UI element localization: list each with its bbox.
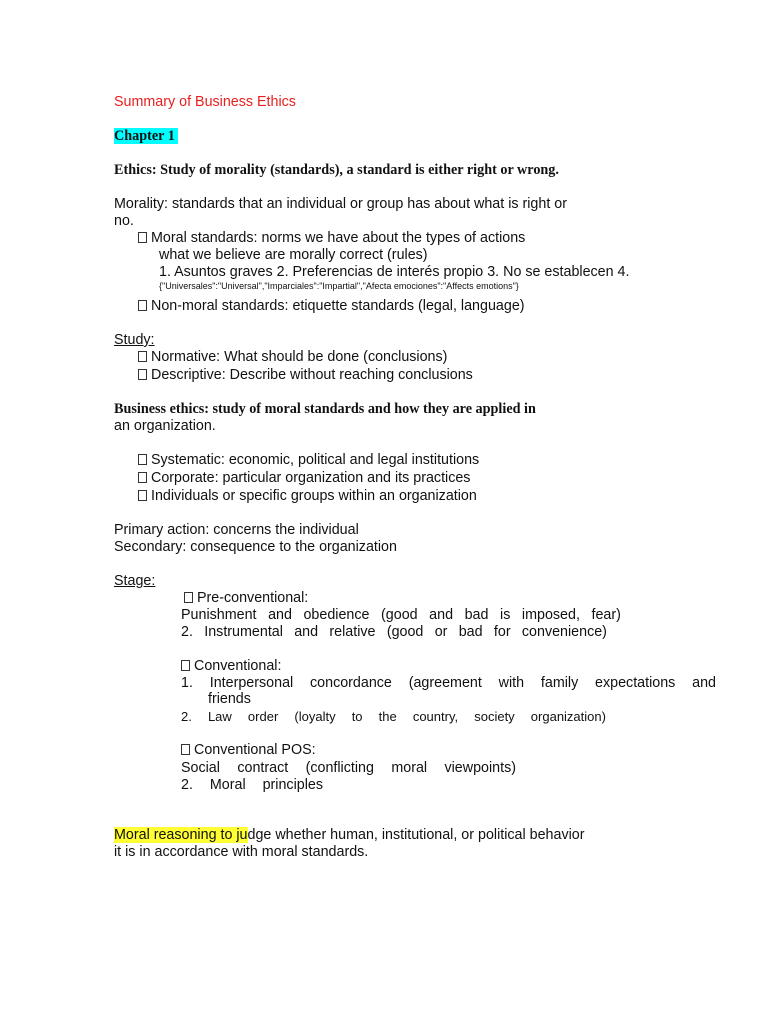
word: for xyxy=(493,624,511,640)
word: 2. xyxy=(181,777,193,793)
bullet-box-icon xyxy=(181,660,190,671)
bullet-box-icon xyxy=(138,300,147,311)
word: bad xyxy=(458,624,483,640)
bullet-box-icon xyxy=(138,490,147,501)
translation-note: {"Universales":"Universal","Imparciales":"Impartial","Afecta emociones":"Affects emotions"} xyxy=(159,281,519,291)
systematic-text: Systematic: economic, political and legal institutions xyxy=(151,452,480,468)
word: 2. xyxy=(181,709,192,724)
word: with xyxy=(498,675,525,691)
word: is xyxy=(500,607,511,623)
word: 2. xyxy=(181,624,193,640)
normative-text: Normative: What should be done (conclusions) xyxy=(151,349,448,365)
list-item xyxy=(181,742,316,759)
bullet-box-icon xyxy=(138,472,147,483)
word: society xyxy=(474,709,515,724)
morality-line-2: no. xyxy=(114,213,134,229)
word: Social xyxy=(181,760,220,776)
secondary-line: Secondary: consequence to the organization xyxy=(114,539,397,555)
word: to xyxy=(351,709,363,724)
word: Punishment xyxy=(181,607,257,623)
word: 1. xyxy=(181,675,193,691)
list-item xyxy=(184,590,308,607)
conventional-text: Conventional: xyxy=(194,658,282,674)
asuntos-line: 1. Asuntos graves 2. Preferencias de interés propio 3. No se establecen 4. xyxy=(159,264,630,280)
reasoning-rest-text: dge whether human, institutional, or political behavior xyxy=(247,827,585,843)
bullet-box-icon xyxy=(138,454,147,465)
interpersonal-line xyxy=(181,675,716,692)
word: obedience xyxy=(303,607,370,623)
bullet-box-icon xyxy=(181,744,190,755)
list-item xyxy=(138,367,473,384)
word: viewpoints) xyxy=(444,760,516,776)
moral-principles-line xyxy=(181,777,323,794)
bullet-box-icon xyxy=(184,592,193,603)
word: moral xyxy=(391,760,428,776)
list-item xyxy=(138,488,477,505)
word: expectations xyxy=(595,675,676,691)
list-item xyxy=(138,298,525,315)
moral-standards-continuation: what we believe are morally correct (rules) xyxy=(159,247,428,263)
moral-standards-text: Moral standards: norms we have about the types of actions xyxy=(151,230,526,246)
corporate-text: Corporate: particular organization and its practices xyxy=(151,470,471,486)
word: Instrumental xyxy=(204,624,283,640)
word: or xyxy=(434,624,448,640)
word: fear) xyxy=(591,607,621,623)
word: convenience) xyxy=(521,624,607,640)
word: and xyxy=(692,675,716,691)
bullet-box-icon xyxy=(138,232,147,243)
word: relative xyxy=(329,624,376,640)
law-order-line xyxy=(181,708,606,725)
list-item xyxy=(138,452,479,469)
business-ethics-heading: Business ethics: study of moral standards and how they are applied in xyxy=(114,401,536,417)
morality-line-1: Morality: standards that an individual or group has about what is right or xyxy=(114,196,567,212)
bullet-box-icon xyxy=(138,351,147,362)
conventional-pos-text: Conventional POS: xyxy=(194,742,316,758)
list-item xyxy=(181,658,281,675)
word: (loyalty xyxy=(294,709,336,724)
word: Interpersonal xyxy=(209,675,294,691)
word: Moral xyxy=(209,777,246,793)
highlighted-text: Moral reasoning to ju xyxy=(114,827,248,843)
list-item xyxy=(138,470,470,487)
list-item xyxy=(138,349,447,366)
word: order xyxy=(247,709,279,724)
word: concordance xyxy=(310,675,392,691)
word: (good xyxy=(381,607,418,623)
descriptive-text: Descriptive: Describe without reaching conclusions xyxy=(151,367,473,383)
word: organization) xyxy=(530,709,606,724)
word: imposed, xyxy=(521,607,580,623)
word: Law xyxy=(207,709,232,724)
chapter-heading xyxy=(114,128,178,145)
bullet-box-icon xyxy=(138,369,147,380)
pre-conventional-text: Pre-conventional: xyxy=(197,590,309,606)
word: the xyxy=(378,709,397,724)
word: (agreement xyxy=(408,675,482,691)
list-item xyxy=(138,230,525,247)
word: and xyxy=(268,607,292,623)
word: (good xyxy=(386,624,424,640)
word: (conflicting xyxy=(305,760,374,776)
document-title: Summary of Business Ethics xyxy=(114,94,296,110)
primary-action-line: Primary action: concerns the individual xyxy=(114,522,359,538)
study-label: Study: xyxy=(114,332,155,348)
individuals-text: Individuals or specific groups within an organization xyxy=(151,488,477,504)
stage-label: Stage: xyxy=(114,573,156,589)
punishment-line xyxy=(181,607,621,624)
word: country, xyxy=(412,709,459,724)
word: and xyxy=(429,607,454,623)
word: bad xyxy=(464,607,489,623)
moral-reasoning-line-2: it is in accordance with moral standards. xyxy=(114,844,369,860)
moral-reasoning-line xyxy=(114,827,584,844)
word: family xyxy=(540,675,579,691)
non-moral-text: Non-moral standards: etiquette standards (legal, language) xyxy=(151,298,525,314)
social-contract-line xyxy=(181,760,516,777)
word: principles xyxy=(262,777,323,793)
chapter-label: Chapter 1 xyxy=(114,128,178,144)
word: contract xyxy=(237,760,289,776)
instrumental-line xyxy=(181,624,607,641)
word: and xyxy=(294,624,319,640)
business-ethics-continuation: an organization. xyxy=(114,418,216,434)
ethics-heading: Ethics: Study of morality (standards), a standard is either right or wrong. xyxy=(114,162,559,178)
friends-line: friends xyxy=(208,691,251,707)
